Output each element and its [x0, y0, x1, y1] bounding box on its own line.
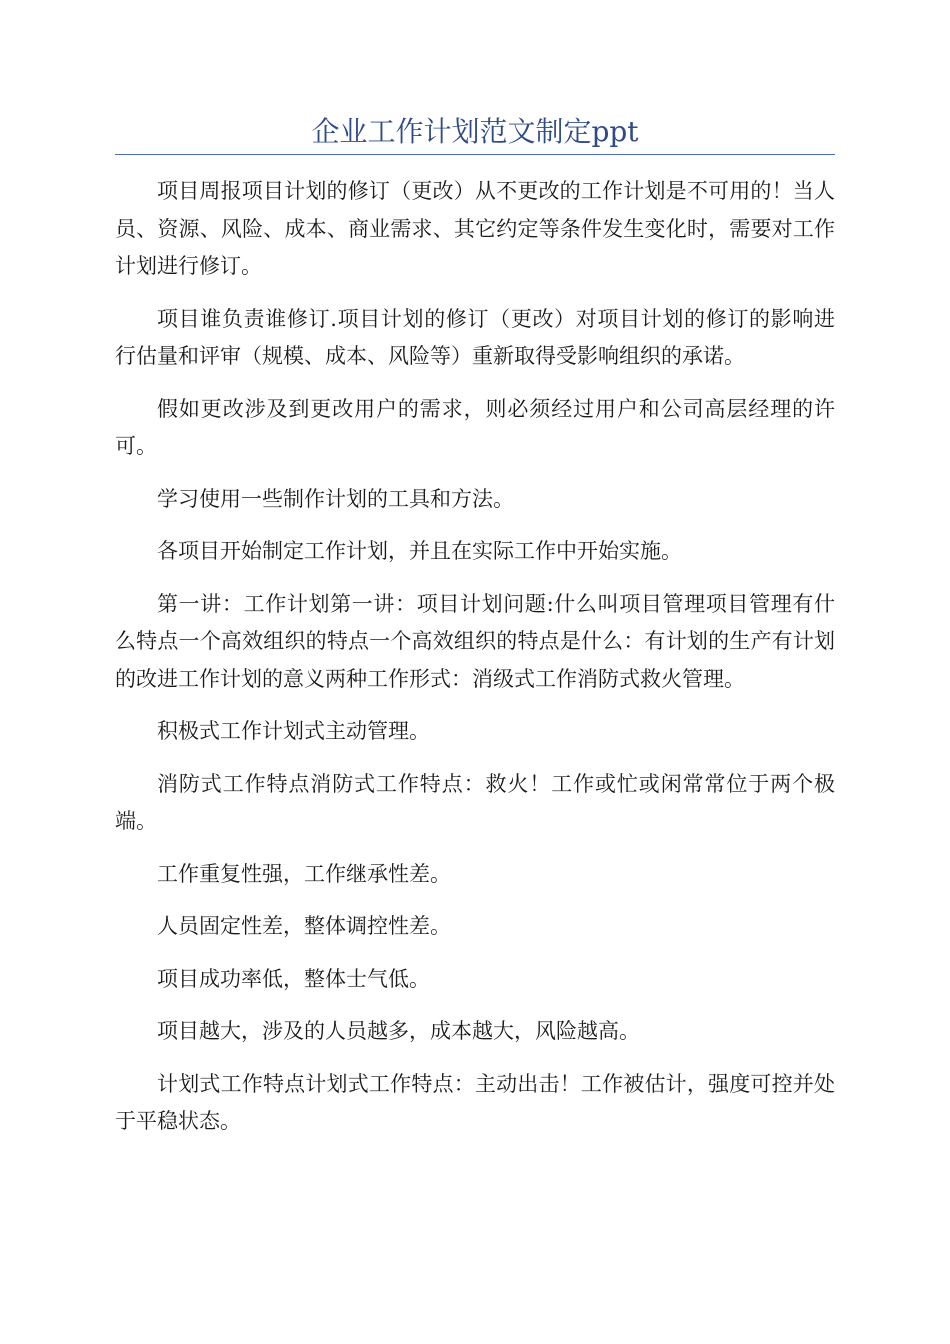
paragraph: 假如更改涉及到更改用户的需求，则必须经过用户和公司高层经理的许可。: [115, 396, 835, 458]
paragraph: 工作重复性强，工作继承性差。: [157, 861, 451, 886]
paragraph: 第一讲：工作计划第一讲：项目计划问题:什么叫项目管理项目管理有什么特点一个高效组织的特点一个高效组织的特点是什么：有计划的生产有计划的改进工作计划的意义两种工作形式：消级式工作消防式救火管理。: [115, 591, 835, 691]
paragraph: 各项目开始制定工作计划，并且在实际工作中开始实施。: [157, 539, 682, 563]
paragraph: 计划式工作特点计划式工作特点：主动出击！工作被估计，强度可控并处于平稳状态。: [115, 1071, 835, 1133]
document-title: 企业工作计划范文制定ppt: [311, 115, 639, 148]
paragraph: 项目谁负责谁修订.项目计划的修订（更改）对项目计划的修订的影响进行估量和评审（规模、成本、风险等）重新取得受影响组织的承诺。: [115, 306, 835, 368]
paragraph: 人员固定性差，整体调控性差。: [157, 914, 451, 938]
paragraph: 项目周报项目计划的修订（更改）从不更改的工作计划是不可用的！当人员、资源、风险、成本、商业需求、其它约定等条件发生变化时，需要对工作计划进行修订。: [115, 179, 835, 278]
paragraph: 消防式工作特点消防式工作特点：救火！工作或忙或闲常常位于两个极端。: [115, 771, 835, 833]
paragraph: 项目成功率低，整体士气低。: [157, 966, 430, 991]
paragraph: 积极式工作计划式主动管理。: [157, 719, 430, 743]
document-body: [115, 173, 835, 1156]
paragraph: 项目越大，涉及的人员越多，成本越大，风险越高。: [157, 1019, 640, 1043]
paragraph: 学习使用一些制作计划的工具和方法。: [157, 486, 514, 511]
title-underline: [115, 154, 835, 155]
